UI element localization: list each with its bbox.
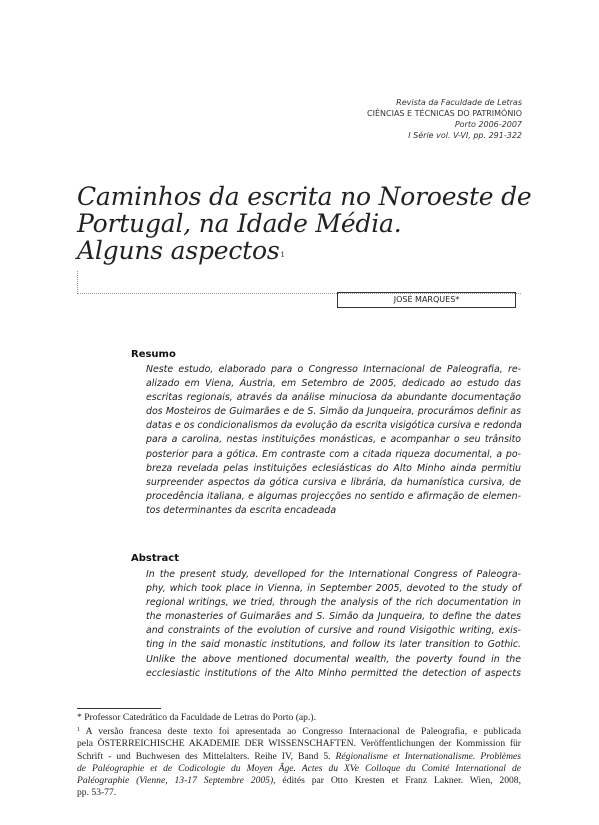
abstract-line: In the present study, develloped for the International Congress of Paleogra-	[146, 569, 521, 580]
footnote-1-text: A versão francesa deste texto foi apresentada ao Congresso Internacional de Paleografia, e publicada	[80, 726, 521, 738]
resumo-line: datas e os condicionalismos da evolução da escrita visigótica cursiva e redonda	[146, 420, 522, 432]
series-title: CIÊNCIAS E TÉCNICAS DO PATRIMÓNIO	[367, 109, 522, 118]
abstract-line: the monasteries of Guimarães and S. Simão da Junqueira, to define the dates	[146, 611, 521, 623]
abstract-line: regional writings, we tried, through the analysis of the rich documentation in	[146, 597, 521, 609]
resumo-line: surpreender aspectos da gótica cursiva e librária, da humanística cursiva, de	[146, 476, 521, 488]
footnote-separator	[77, 708, 161, 709]
title-line-3-text: Alguns aspectos	[77, 236, 280, 265]
place-years: Porto 2006-2007	[454, 120, 522, 129]
resumo-body	[146, 363, 521, 518]
footnote-1-line	[77, 724, 521, 738]
resumo-line: alizado em Viena, Áustria, em Setembro de 2005, dedicado ao estudo das	[146, 378, 521, 390]
abstract-heading: Abstract	[131, 553, 180, 564]
title-line-3	[77, 237, 527, 269]
abstract-body	[146, 568, 521, 681]
footnote-1-book-title: de Paléographie et de Codicologie du Moyen Âge. Actes du XVe Colloque du Comité International de	[77, 762, 521, 774]
title-line-1: Caminhos da escrita no Noroeste de	[77, 182, 532, 211]
resumo-line: tos determinantes da escrita encadeada	[146, 504, 337, 516]
footnote-1-line: pp. 53-77.	[77, 787, 117, 799]
abstract-line: phy, which took place in Vienna, in September 2005, devoted to the study of	[146, 583, 521, 595]
footnote-1-book-title: Paléographie (Vienne, 13-17 Septembre 2005)	[77, 775, 274, 787]
footnote-1-text: Schrift - und Buchwesen des Mittelalters. Reihe IV, Band 5.	[77, 750, 336, 762]
abstract-line: ting in the said monastic institutions, and follow its later transition to Gothic.	[146, 639, 521, 651]
resumo-line: escritas regionais, através da análise minuciosa da abundante documentação	[146, 392, 521, 404]
footnotes	[77, 712, 521, 799]
title-line-2: Portugal, na Idade Média.	[77, 209, 402, 238]
journal-header	[262, 97, 522, 141]
footnote-1-text: , édités par Otto Kresten et Franz Lakner. Wien, 2008,	[273, 775, 521, 787]
footnote-1-line: pela ÖSTERREICHISCHE AKADEMIE DER WISSENSCHAFTEN. Veröffentlichungen der Kommission für	[77, 738, 521, 750]
title-divider	[77, 271, 521, 294]
volume-pages: I Série vol. V-VI, pp. 291-322	[408, 131, 522, 140]
footnote-1-book-title: Régionalisme et Internationalisme. Problèmes	[335, 750, 521, 762]
resumo-line: procedência italiana, e algumas projecções no sentido e afirmação de elemen-	[146, 490, 521, 502]
author-box	[337, 292, 516, 308]
journal-name: Revista da Faculdade de Letras	[396, 98, 522, 107]
article-title	[77, 182, 532, 269]
abstract-line: ecclesiastic institutions of the Alto Minho permitted the detection of aspects	[146, 667, 521, 679]
resumo-line: Neste estudo, elaborado para o Congresso Internacional de Paleografia, re-	[146, 364, 521, 375]
resumo-line: posterior para a gótica. Em contraste com a citada riqueza documental, a po-	[146, 448, 521, 460]
resumo-line: breza revelada pelas instituições eclesiásticas do Alto Minho ainda permitiu	[146, 462, 521, 474]
resumo-line: para a carolina, nestas instituições monásticas, e acompanhar o seu trânsito	[146, 434, 521, 446]
title-footnote-mark[interactable]: 1	[280, 251, 285, 259]
footnote-1-line	[77, 751, 521, 763]
footnote-1-mark: 1	[77, 727, 80, 734]
author-name: JOSÉ MARQUES*	[393, 295, 460, 304]
resumo-line: dos Mosteiros de Guimarães e de S. Simão da Junqueira, procurámos definir as	[146, 406, 521, 418]
footnote-1-line	[77, 775, 521, 787]
abstract-line: Unlike the above mentioned documental wealth, the poverty found in the	[146, 653, 521, 665]
footnote-author: * Professor Catedrático da Faculdade de Letras do Porto (ap.).	[77, 712, 316, 723]
abstract-line: and constraints of the evolution of cursive and round Visigothic writing, exis-	[146, 625, 521, 637]
resumo-heading: Resumo	[131, 349, 176, 360]
